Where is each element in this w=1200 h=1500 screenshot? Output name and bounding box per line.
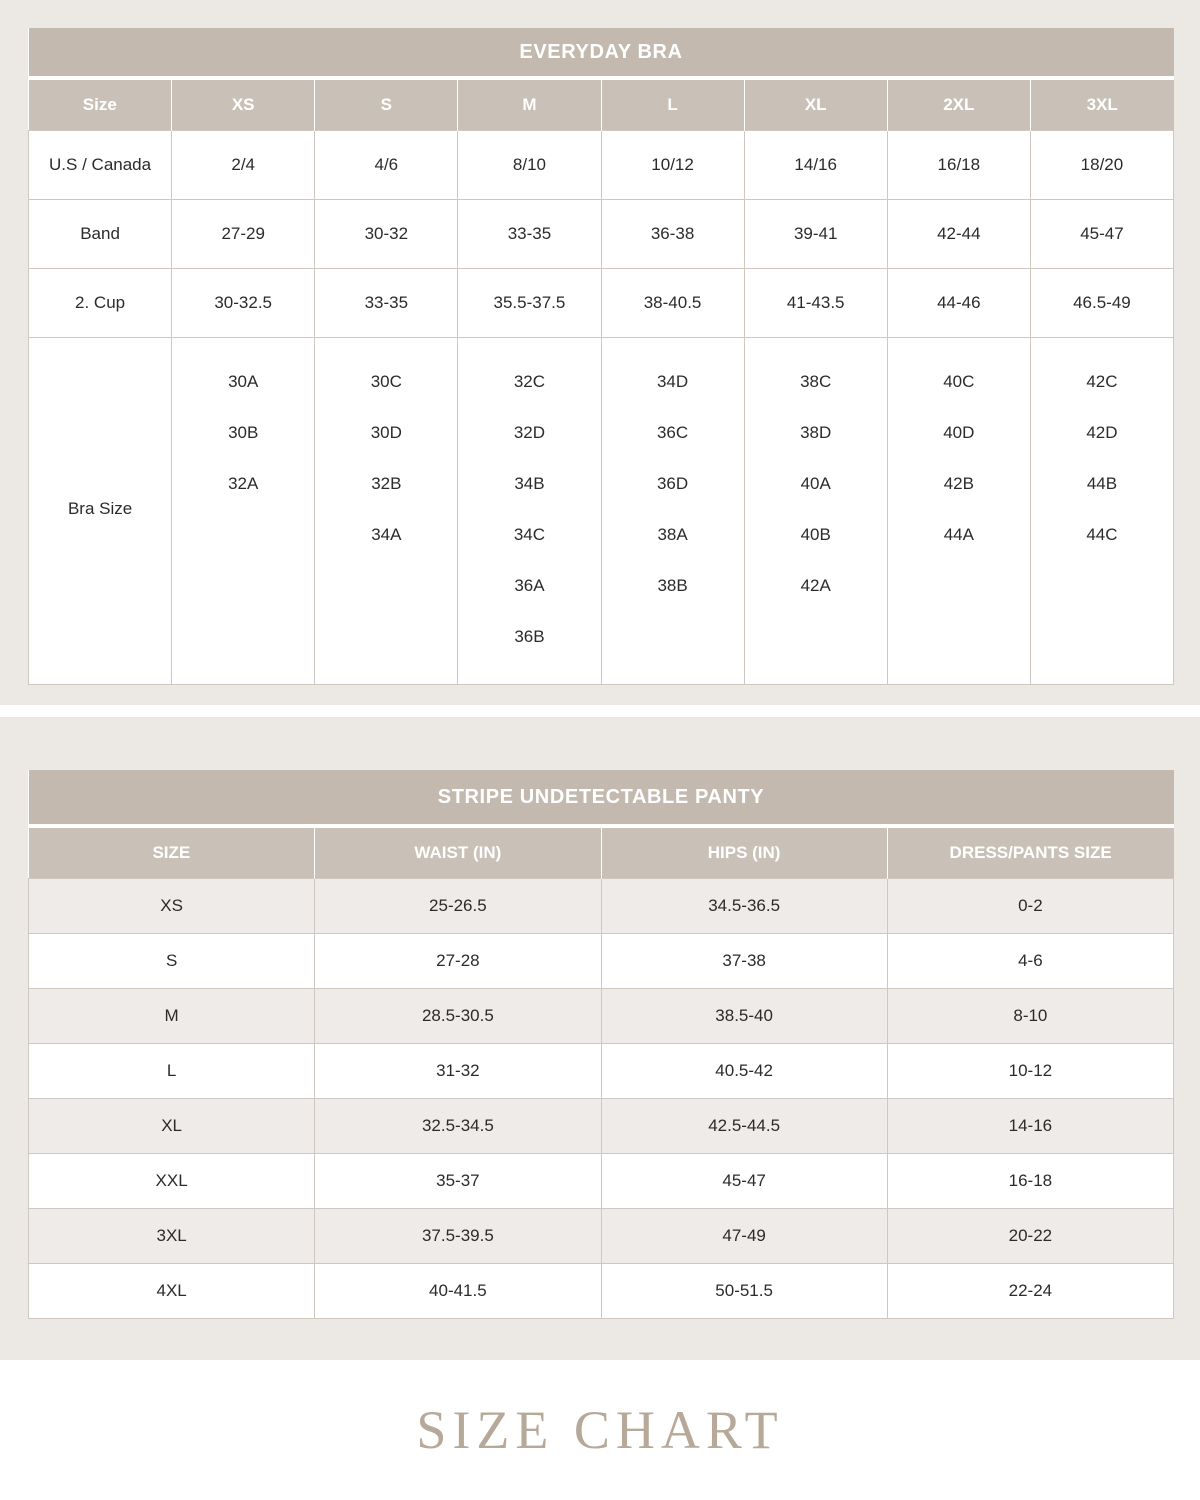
bra-cell: 16/18 — [887, 131, 1030, 200]
panty-cell-waist: 37.5-39.5 — [315, 1209, 601, 1264]
bra-size-value: 42B — [943, 474, 974, 493]
bra-cell: 41-43.5 — [744, 269, 887, 338]
table-row — [29, 1099, 1174, 1154]
panty-cell-dress: 14-16 — [887, 1099, 1173, 1154]
panty-cell-waist: 35-37 — [315, 1154, 601, 1209]
bra-size-value: 38C — [800, 372, 832, 391]
panty-cell-dress: 8-10 — [887, 989, 1173, 1044]
bra-header-2xl: 2XL — [887, 78, 1030, 131]
bra-size-value: 32C — [513, 372, 546, 391]
bra-size-value: 34B — [514, 474, 545, 493]
bra-row-label-cup: 2. Cup — [29, 269, 172, 338]
table-row — [29, 200, 1174, 269]
panty-cell-waist: 28.5-30.5 — [315, 989, 601, 1044]
bra-size-value: 34A — [371, 525, 402, 544]
bra-title-row — [29, 28, 1174, 78]
bra-cell: 14/16 — [744, 131, 887, 200]
bra-header-size: Size — [29, 78, 172, 131]
bra-size-value: 38D — [800, 423, 832, 442]
bra-cell: 33-35 — [315, 269, 458, 338]
bra-row-label-us-canada: U.S / Canada — [29, 131, 172, 200]
panty-cell-dress: 20-22 — [887, 1209, 1173, 1264]
panty-cell-size: XL — [29, 1099, 315, 1154]
bra-size-value: 30B — [228, 423, 259, 442]
bra-size-value: 30A — [228, 372, 259, 391]
panty-title: STRIPE UNDETECTABLE PANTY — [29, 770, 1174, 826]
panty-cell-dress: 22-24 — [887, 1264, 1173, 1319]
panty-title-row — [29, 770, 1174, 826]
panty-cell-waist: 27-28 — [315, 934, 601, 989]
panty-cell-size: XS — [29, 879, 315, 934]
panty-body — [29, 879, 1174, 1319]
panty-cell-hips: 45-47 — [601, 1154, 887, 1209]
panty-cell-waist: 32.5-34.5 — [315, 1099, 601, 1154]
bra-size-value: 32A — [228, 474, 259, 493]
bra-cell: 33-35 — [458, 200, 601, 269]
everyday-bra-section — [28, 28, 1174, 685]
table-row — [29, 131, 1174, 200]
bra-size-value: 36C — [656, 423, 689, 442]
everyday-bra-table — [28, 28, 1174, 685]
panty-header-dress-pants: DRESS/PANTS SIZE — [887, 826, 1173, 879]
bra-size-cell-xs — [172, 338, 315, 685]
panty-cell-hips: 47-49 — [601, 1209, 887, 1264]
panty-cell-waist: 25-26.5 — [315, 879, 601, 934]
panty-table — [28, 770, 1174, 1319]
bra-size-value: 42A — [800, 576, 831, 595]
panty-cell-dress: 0-2 — [887, 879, 1173, 934]
bra-cell: 30-32.5 — [172, 269, 315, 338]
table-row — [29, 1044, 1174, 1099]
panty-header-waist: WAIST (IN) — [315, 826, 601, 879]
bra-header-xl: XL — [744, 78, 887, 131]
bra-body — [29, 131, 1174, 685]
table-row — [29, 879, 1174, 934]
section-divider — [0, 705, 1200, 717]
bra-cell: 44-46 — [887, 269, 1030, 338]
bra-size-value: 32B — [371, 474, 402, 493]
bra-size-value: 42C — [1086, 372, 1118, 391]
bra-size-value: 40C — [943, 372, 975, 391]
stripe-undetectable-panty-section — [28, 770, 1174, 1319]
panty-cell-size: 3XL — [29, 1209, 315, 1264]
bra-cell: 45-47 — [1030, 200, 1173, 269]
bra-row-label-bra-size: Bra Size — [29, 338, 172, 685]
bra-size-value: 36D — [656, 474, 689, 493]
table-row — [29, 1209, 1174, 1264]
bra-size-value: 42D — [1086, 423, 1118, 442]
bra-size-value: 38B — [657, 576, 688, 595]
footer — [0, 1360, 1200, 1500]
bra-cell: 8/10 — [458, 131, 601, 200]
panty-cell-size: XXL — [29, 1154, 315, 1209]
table-row — [29, 934, 1174, 989]
bra-size-cell-2xl — [887, 338, 1030, 685]
bra-cell: 4/6 — [315, 131, 458, 200]
bra-cell: 46.5-49 — [1030, 269, 1173, 338]
bra-size-value: 36A — [514, 576, 545, 595]
bra-size-cell-s — [315, 338, 458, 685]
bra-row-label-band: Band — [29, 200, 172, 269]
bra-cell: 27-29 — [172, 200, 315, 269]
bra-size-value: 32D — [513, 423, 546, 442]
table-row — [29, 1264, 1174, 1319]
bra-cell: 42-44 — [887, 200, 1030, 269]
panty-cell-size: M — [29, 989, 315, 1044]
bra-size-value: 40D — [943, 423, 975, 442]
table-row — [29, 989, 1174, 1044]
bra-cell: 36-38 — [601, 200, 744, 269]
panty-cell-hips: 38.5-40 — [601, 989, 887, 1044]
panty-cell-hips: 50-51.5 — [601, 1264, 887, 1319]
panty-header-row — [29, 826, 1174, 879]
bra-header-m: M — [458, 78, 601, 131]
bra-size-value: 44C — [1086, 525, 1118, 544]
bra-size-value: 36B — [514, 627, 545, 646]
bra-size-value: 34D — [656, 372, 689, 391]
bra-cell: 39-41 — [744, 200, 887, 269]
bra-size-value: 44A — [943, 525, 974, 544]
bra-title: EVERYDAY BRA — [29, 28, 1174, 78]
bra-size-cell-3xl — [1030, 338, 1173, 685]
bra-cell: 2/4 — [172, 131, 315, 200]
panty-cell-dress: 16-18 — [887, 1154, 1173, 1209]
bra-size-value: 34C — [513, 525, 546, 544]
bra-size-row — [29, 338, 1174, 685]
bra-cell: 18/20 — [1030, 131, 1173, 200]
bra-cell: 10/12 — [601, 131, 744, 200]
panty-cell-dress: 4-6 — [887, 934, 1173, 989]
bra-header-row — [29, 78, 1174, 131]
panty-cell-hips: 40.5-42 — [601, 1044, 887, 1099]
table-row — [29, 1154, 1174, 1209]
panty-cell-size: L — [29, 1044, 315, 1099]
panty-cell-size: 4XL — [29, 1264, 315, 1319]
bra-size-value: 40A — [800, 474, 831, 493]
bra-header-xs: XS — [172, 78, 315, 131]
bra-size-value: 30C — [370, 372, 402, 391]
panty-cell-waist: 31-32 — [315, 1044, 601, 1099]
panty-cell-size: S — [29, 934, 315, 989]
panty-cell-hips: 34.5-36.5 — [601, 879, 887, 934]
bra-header-s: S — [315, 78, 458, 131]
bra-size-cell-m — [458, 338, 601, 685]
panty-cell-hips: 42.5-44.5 — [601, 1099, 887, 1154]
bra-size-cell-xl — [744, 338, 887, 685]
bra-size-value: 40B — [800, 525, 831, 544]
panty-cell-waist: 40-41.5 — [315, 1264, 601, 1319]
panty-header-hips: HIPS (IN) — [601, 826, 887, 879]
panty-cell-dress: 10-12 — [887, 1044, 1173, 1099]
bra-size-value: 38A — [657, 525, 688, 544]
footer-title: SIZE CHART — [416, 1400, 784, 1460]
bra-cell: 35.5-37.5 — [458, 269, 601, 338]
table-row — [29, 269, 1174, 338]
bra-size-cell-l — [601, 338, 744, 685]
bra-cell: 38-40.5 — [601, 269, 744, 338]
bra-size-value: 30D — [370, 423, 402, 442]
bra-header-l: L — [601, 78, 744, 131]
bra-size-value: 44B — [1086, 474, 1118, 493]
panty-cell-hips: 37-38 — [601, 934, 887, 989]
panty-header-size: SIZE — [29, 826, 315, 879]
bra-cell: 30-32 — [315, 200, 458, 269]
bra-header-3xl: 3XL — [1030, 78, 1173, 131]
